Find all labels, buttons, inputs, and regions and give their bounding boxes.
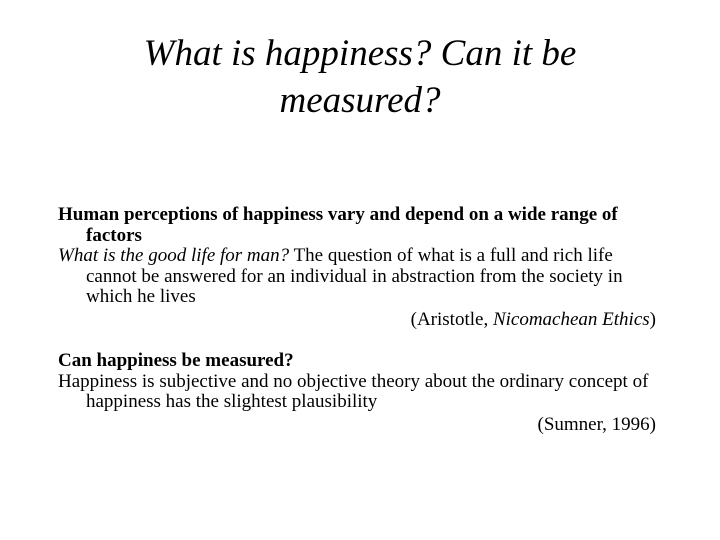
citation-work: Nicomachean Ethics	[492, 308, 650, 330]
aristotle-quote	[58, 246, 668, 308]
quote-question: What is the good life for man?	[58, 245, 290, 266]
sumner-quote: Happiness is subjective and no objective theory about the ordinary concept of happiness has the slightest plausibility	[58, 370, 649, 412]
slide-body	[58, 205, 668, 435]
slide-title	[0, 30, 720, 124]
quote-text: The question of what is a full and rich life cannot be answered for an individual in abstraction from the society in which he lives	[86, 245, 623, 307]
slide-title-line-2: measured?	[279, 80, 441, 121]
section-2-heading: Can happiness be measured?	[58, 350, 294, 371]
section-spacer	[58, 330, 668, 351]
citation-suffix: )	[649, 308, 656, 330]
section-1-heading: Human perceptions of happiness vary and depend on a wide range of factors	[58, 204, 618, 246]
aristotle-citation	[58, 310, 656, 331]
citation-prefix: (Aristotle,	[410, 308, 493, 330]
slide-title-line-1: What is happiness? Can it be	[143, 33, 577, 74]
sumner-citation: (Sumner, 1996)	[537, 413, 656, 435]
